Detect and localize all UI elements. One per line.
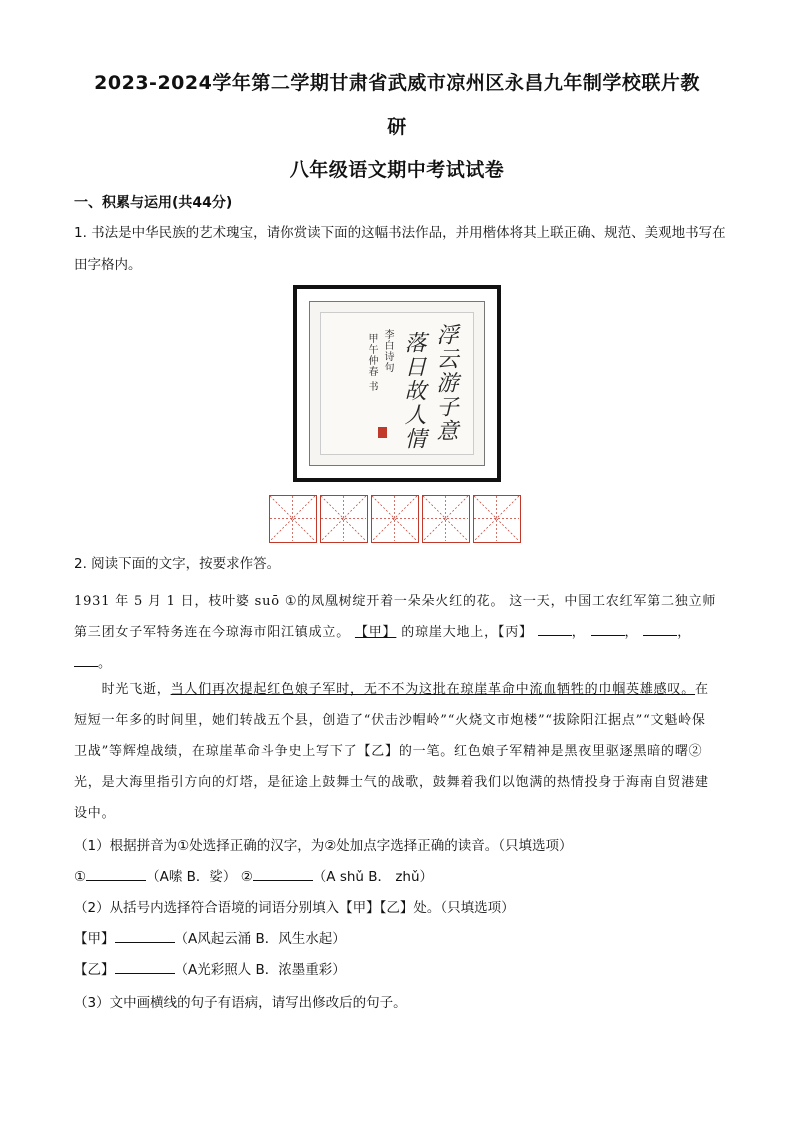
question-2: 2. 阅读下面的文字，按要求作答。	[74, 556, 281, 572]
marker-2: ②	[688, 744, 703, 759]
options-yi: （A光彩照人 B．浓墨重彩）	[174, 962, 346, 978]
subquestion-2-yi	[74, 955, 726, 985]
title-line-2: 研	[387, 116, 407, 138]
tianzige-cell[interactable]	[422, 495, 470, 543]
subquestion-1: （1）根据拼音为①处选择正确的汉字，为②处加点字选择正确的读音。（只填选项）	[74, 838, 573, 854]
punctuation: ，	[571, 625, 586, 640]
subquestion-2-jia	[74, 924, 726, 954]
answer-blank[interactable]	[538, 621, 572, 636]
punctuation: 。	[98, 656, 112, 671]
passage-paragraph-1	[74, 586, 718, 679]
options-jia: （A风起云涌 B．风生水起）	[174, 931, 346, 947]
subquestion-1-answers	[74, 862, 726, 892]
exam-title: 八年级语文期中考试试卷	[289, 159, 505, 181]
answer-blank[interactable]	[74, 652, 98, 667]
marker-1: ①	[74, 869, 87, 885]
options-1: （A嗦 B．娑） ②	[146, 869, 253, 885]
passage-text: 的琼崖大地上，【丙】	[401, 625, 533, 640]
answer-line-1[interactable]	[86, 866, 146, 881]
label-jia: 【甲】	[74, 931, 115, 947]
passage-text: 光，是大海里指引方向的灯塔，是征途上鼓舞士气的战歌，鼓舞着我们以饱满的热情投身于海南自贸港建设中。	[74, 775, 709, 821]
calligraphy-column-2: 落日故人情	[401, 331, 426, 451]
passage-text: 1931 年 5 月 1 日，枝叶婆 suō ①的凤凰树绽开着一朵朵火红的花。 这一天，中国工农红军第二独立师第三团女子军特务连在今琼海市阳江镇成立。	[74, 594, 717, 640]
calligraphy-inscription-1: 李白诗句	[382, 329, 393, 373]
passage-text: 在短短一年多的时间里，她们转战五个县，创造了“伏击沙帽岭”“火烧文市炮楼”“拔除阳江据点”“文魁岭保卫战”等辉煌战绩，在琼崖革命斗争史上写下了【乙】的一笔。红色娘子军精神是黑夜里驱逐黑暗的曙	[74, 682, 709, 759]
answer-line-yi[interactable]	[115, 959, 175, 974]
answer-line-2[interactable]	[253, 866, 313, 881]
section-heading: 一、积累与运用(共44分)	[74, 195, 233, 211]
bracket-jia: 【甲】	[354, 625, 397, 640]
title-line-1: 2023-2024学年第二学期甘肃省武威市凉州区永昌九年制学校联片教	[94, 72, 700, 94]
tianzige-grid	[269, 495, 521, 543]
artwork-mat	[309, 301, 485, 466]
red-seal-stamp	[378, 427, 387, 438]
punctuation: ，	[677, 625, 692, 640]
underlined-sentence: 当人们再次提起红色娘子军时，无不不为这批在琼崖革命中流血牺牲的巾帼英雄感叹。	[170, 682, 696, 697]
calligraphy-artwork	[293, 285, 501, 482]
artwork-paper	[320, 312, 474, 455]
question-1: 1. 书法是中华民族的艺术瑰宝，请你赏读下面的这幅书法作品，并用楷体将其上联正确、规范、美观地书写在田字格内。	[74, 225, 726, 273]
punctuation: ，	[624, 625, 639, 640]
calligraphy-inscription-2: 甲午仲春 书	[366, 333, 377, 393]
options-2: （A shǔ B． zhǔ）	[312, 869, 434, 885]
subquestion-3: （3）文中画横线的句子有语病，请写出修改后的句子。	[74, 995, 407, 1011]
passage-paragraph-2	[74, 674, 718, 829]
answer-blank[interactable]	[643, 621, 677, 636]
tianzige-cell[interactable]	[371, 495, 419, 543]
subquestion-2: （2）从括号内选择符合语境的词语分别填入【甲】【乙】处。（只填选项）	[74, 900, 515, 916]
calligraphy-column-1: 浮云游子意	[433, 323, 458, 443]
answer-line-jia[interactable]	[115, 928, 175, 943]
tianzige-cell[interactable]	[320, 495, 368, 543]
tianzige-cell[interactable]	[269, 495, 317, 543]
passage-text: 时光飞逝，	[101, 682, 171, 697]
label-yi: 【乙】	[74, 962, 115, 978]
tianzige-cell[interactable]	[473, 495, 521, 543]
answer-blank[interactable]	[591, 621, 625, 636]
